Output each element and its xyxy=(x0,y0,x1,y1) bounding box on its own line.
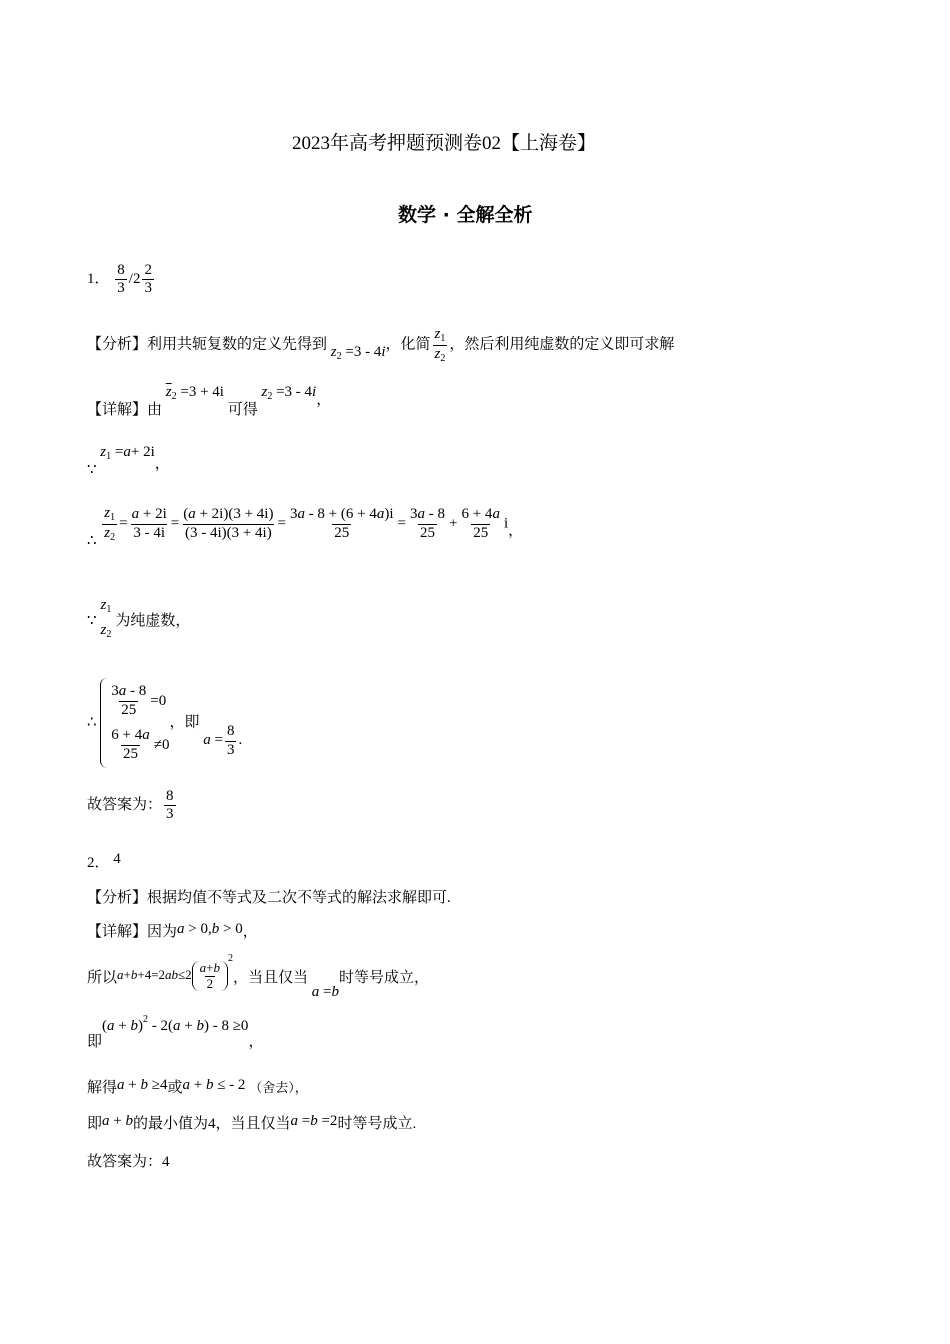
calc-fraction-6: $\frac{6 + 4a}{25}$ xyxy=(461,506,500,541)
calc-fraction-2: $\frac{a + 2i}{3 - 4i}$ xyxy=(131,506,167,541)
system-text: ，即 xyxy=(169,714,200,731)
q1-number: 1． xyxy=(87,271,110,288)
q1-analysis-text-1: 利用共轭复数的定义先得到 xyxy=(147,336,328,353)
q2-analysis-label: 【分析】 xyxy=(87,890,148,906)
q1-answer-alt-fraction: $\frac{2}{3}$ xyxy=(144,262,152,297)
therefore-symbol-2: ∴ xyxy=(87,714,97,731)
q1-z1-definition xyxy=(87,440,170,478)
q1-final-answer xyxy=(87,788,178,824)
left-brace xyxy=(100,678,107,768)
calc-comma: ， xyxy=(508,523,524,540)
q2-so-text: 所以 xyxy=(87,970,118,986)
q1-analysis-text-2: ，化简 xyxy=(385,336,431,353)
q1-z1-formula: $z_1 =a+ 2i$ xyxy=(100,444,155,462)
because-symbol: ∵ xyxy=(87,462,97,478)
q2-number: 2． xyxy=(87,855,110,871)
because-symbol-2: ∵ xyxy=(87,613,97,630)
q1-answer-alt-whole: 2 xyxy=(132,271,141,288)
q1-detail-z2: $z_2 =3 - 4i$ xyxy=(261,384,317,402)
system-equation-1: $\frac{3a - 8}{25}$ =0 xyxy=(111,683,167,718)
q2-solve-text: 解得 xyxy=(87,1080,118,1096)
q2-solve-text-2: （舍去）， xyxy=(249,1080,308,1095)
calc-equals-1: = xyxy=(119,515,128,532)
q2-answer: 4 xyxy=(113,851,121,867)
q2-solve-or: 或 xyxy=(167,1080,183,1096)
q2-am-gm: a+b+4=2ab≤2 $\frac{a+b}{2}$ $^2$ xyxy=(117,953,234,991)
system-result: a = $\frac{8}{3}$ . xyxy=(203,723,243,758)
q2-ji-comma: ， xyxy=(248,1034,264,1050)
q1-analysis-text-3: ，然后利用纯虚数的定义即可求解 xyxy=(449,336,675,353)
q1-detail-text-2: 可得 xyxy=(227,402,258,418)
calc-imaginary-unit: i xyxy=(503,515,509,532)
q1-final-fraction: $\frac{8}{3}$ xyxy=(166,788,174,823)
calc-fraction-z1-z2: $\frac{z_1}{z_2}$ xyxy=(104,505,116,543)
q2-solve-2: a + b ≤ - 2 xyxy=(182,1077,246,1093)
q2-analysis-text: 根据均值不等式及二次不等式的解法求解即可. xyxy=(147,890,451,906)
q2-minimum xyxy=(87,1112,416,1133)
q1-calculation xyxy=(87,505,524,550)
q1-analysis-label: 【分析】 xyxy=(87,336,148,353)
q2-min-text-3: 时等号成立. xyxy=(337,1116,417,1132)
q1-pure-imaginary xyxy=(87,593,190,643)
q1-detail-comma: ， xyxy=(316,392,332,408)
q1-system xyxy=(87,678,242,768)
calc-fraction-4: $\frac{3a - 8 + (6 + 4a)i}{25}$ xyxy=(289,506,394,541)
q1-detail-conj: $\overline{z}_2 =3 + 4i$ xyxy=(165,384,224,402)
q1-analysis xyxy=(87,326,674,364)
q2-solution xyxy=(87,1076,308,1097)
therefore-symbol: ∴ xyxy=(87,533,97,550)
q2-final-value: 4 xyxy=(162,1154,170,1170)
q2-equality-condition: a =b xyxy=(311,984,339,1000)
q2-so-text-3: 时等号成立， xyxy=(339,970,430,986)
calc-equals-4: = xyxy=(397,515,406,532)
q2-so-text-2: ，当且仅当 xyxy=(233,970,309,986)
q2-detail-text: 因为 xyxy=(147,924,178,940)
q2-final-answer xyxy=(87,1150,170,1171)
q1-detail xyxy=(87,380,332,418)
q2-detail xyxy=(87,920,258,941)
q2-answer-line xyxy=(87,851,121,872)
pure-text: 为纯虚数， xyxy=(115,613,191,630)
q1-z1-comma: ， xyxy=(154,456,170,472)
system-equation-2: $\frac{6 + 4a}{25}$ ≠0 xyxy=(111,727,170,762)
calc-fraction-3: $\frac{(a + 2i)(3 + 4i)}{(3 - 4i)(3 + 4i)}$ xyxy=(183,506,274,541)
calc-equals-3: = xyxy=(277,515,286,532)
q2-analysis xyxy=(87,886,451,907)
q2-detail-comma: ， xyxy=(242,924,258,940)
calc-plus: + xyxy=(449,515,458,532)
pure-fraction: $z_1$ $z_2$ xyxy=(100,597,112,640)
q2-detail-label: 【详解】 xyxy=(87,924,148,940)
document-title: 2023年高考押题预测卷02【上海卷】 xyxy=(292,133,597,154)
calc-equals-2: = xyxy=(170,515,180,532)
calc-fraction-5: $\frac{3a - 8}{25}$ xyxy=(410,506,445,541)
q2-min-text-2: 的最小值为4，当且仅当 xyxy=(132,1116,291,1132)
q2-min-condition: a =b =2 xyxy=(290,1113,338,1129)
q2-quadratic xyxy=(87,1014,264,1050)
q2-detail-condition: a > 0,b > 0 xyxy=(177,921,243,937)
q2-solve-1: a + b ≥4 xyxy=(117,1077,168,1093)
q1-analysis-fraction: $\frac{z_1}{z_2}$ xyxy=(434,326,446,364)
q2-min-expr: a + b xyxy=(102,1113,133,1129)
q1-answer-separator: / xyxy=(128,271,133,288)
q1-answer-fraction: $\frac{8}{3}$ xyxy=(117,262,125,297)
q2-min-text: 即 xyxy=(87,1116,103,1132)
q2-final-label: 故答案为： xyxy=(87,1154,163,1170)
q2-ji-text: 即 xyxy=(87,1034,103,1050)
q1-final-label: 故答案为： xyxy=(87,797,163,814)
q1-analysis-formula: $z_2 =3 - 4i$ xyxy=(330,344,386,363)
q2-inequality xyxy=(87,953,430,1000)
q1-answer-line xyxy=(87,262,156,298)
system-of-equations xyxy=(107,679,169,767)
document-subtitle: 数学 · 全解全析 xyxy=(398,204,533,226)
q1-detail-text-1: 由 xyxy=(147,402,163,418)
q1-detail-label: 【详解】 xyxy=(87,402,148,418)
q2-quadratic-formula: $(a + b)^2 - 2(a + b) - 8 \ge 0$ xyxy=(102,1014,249,1034)
